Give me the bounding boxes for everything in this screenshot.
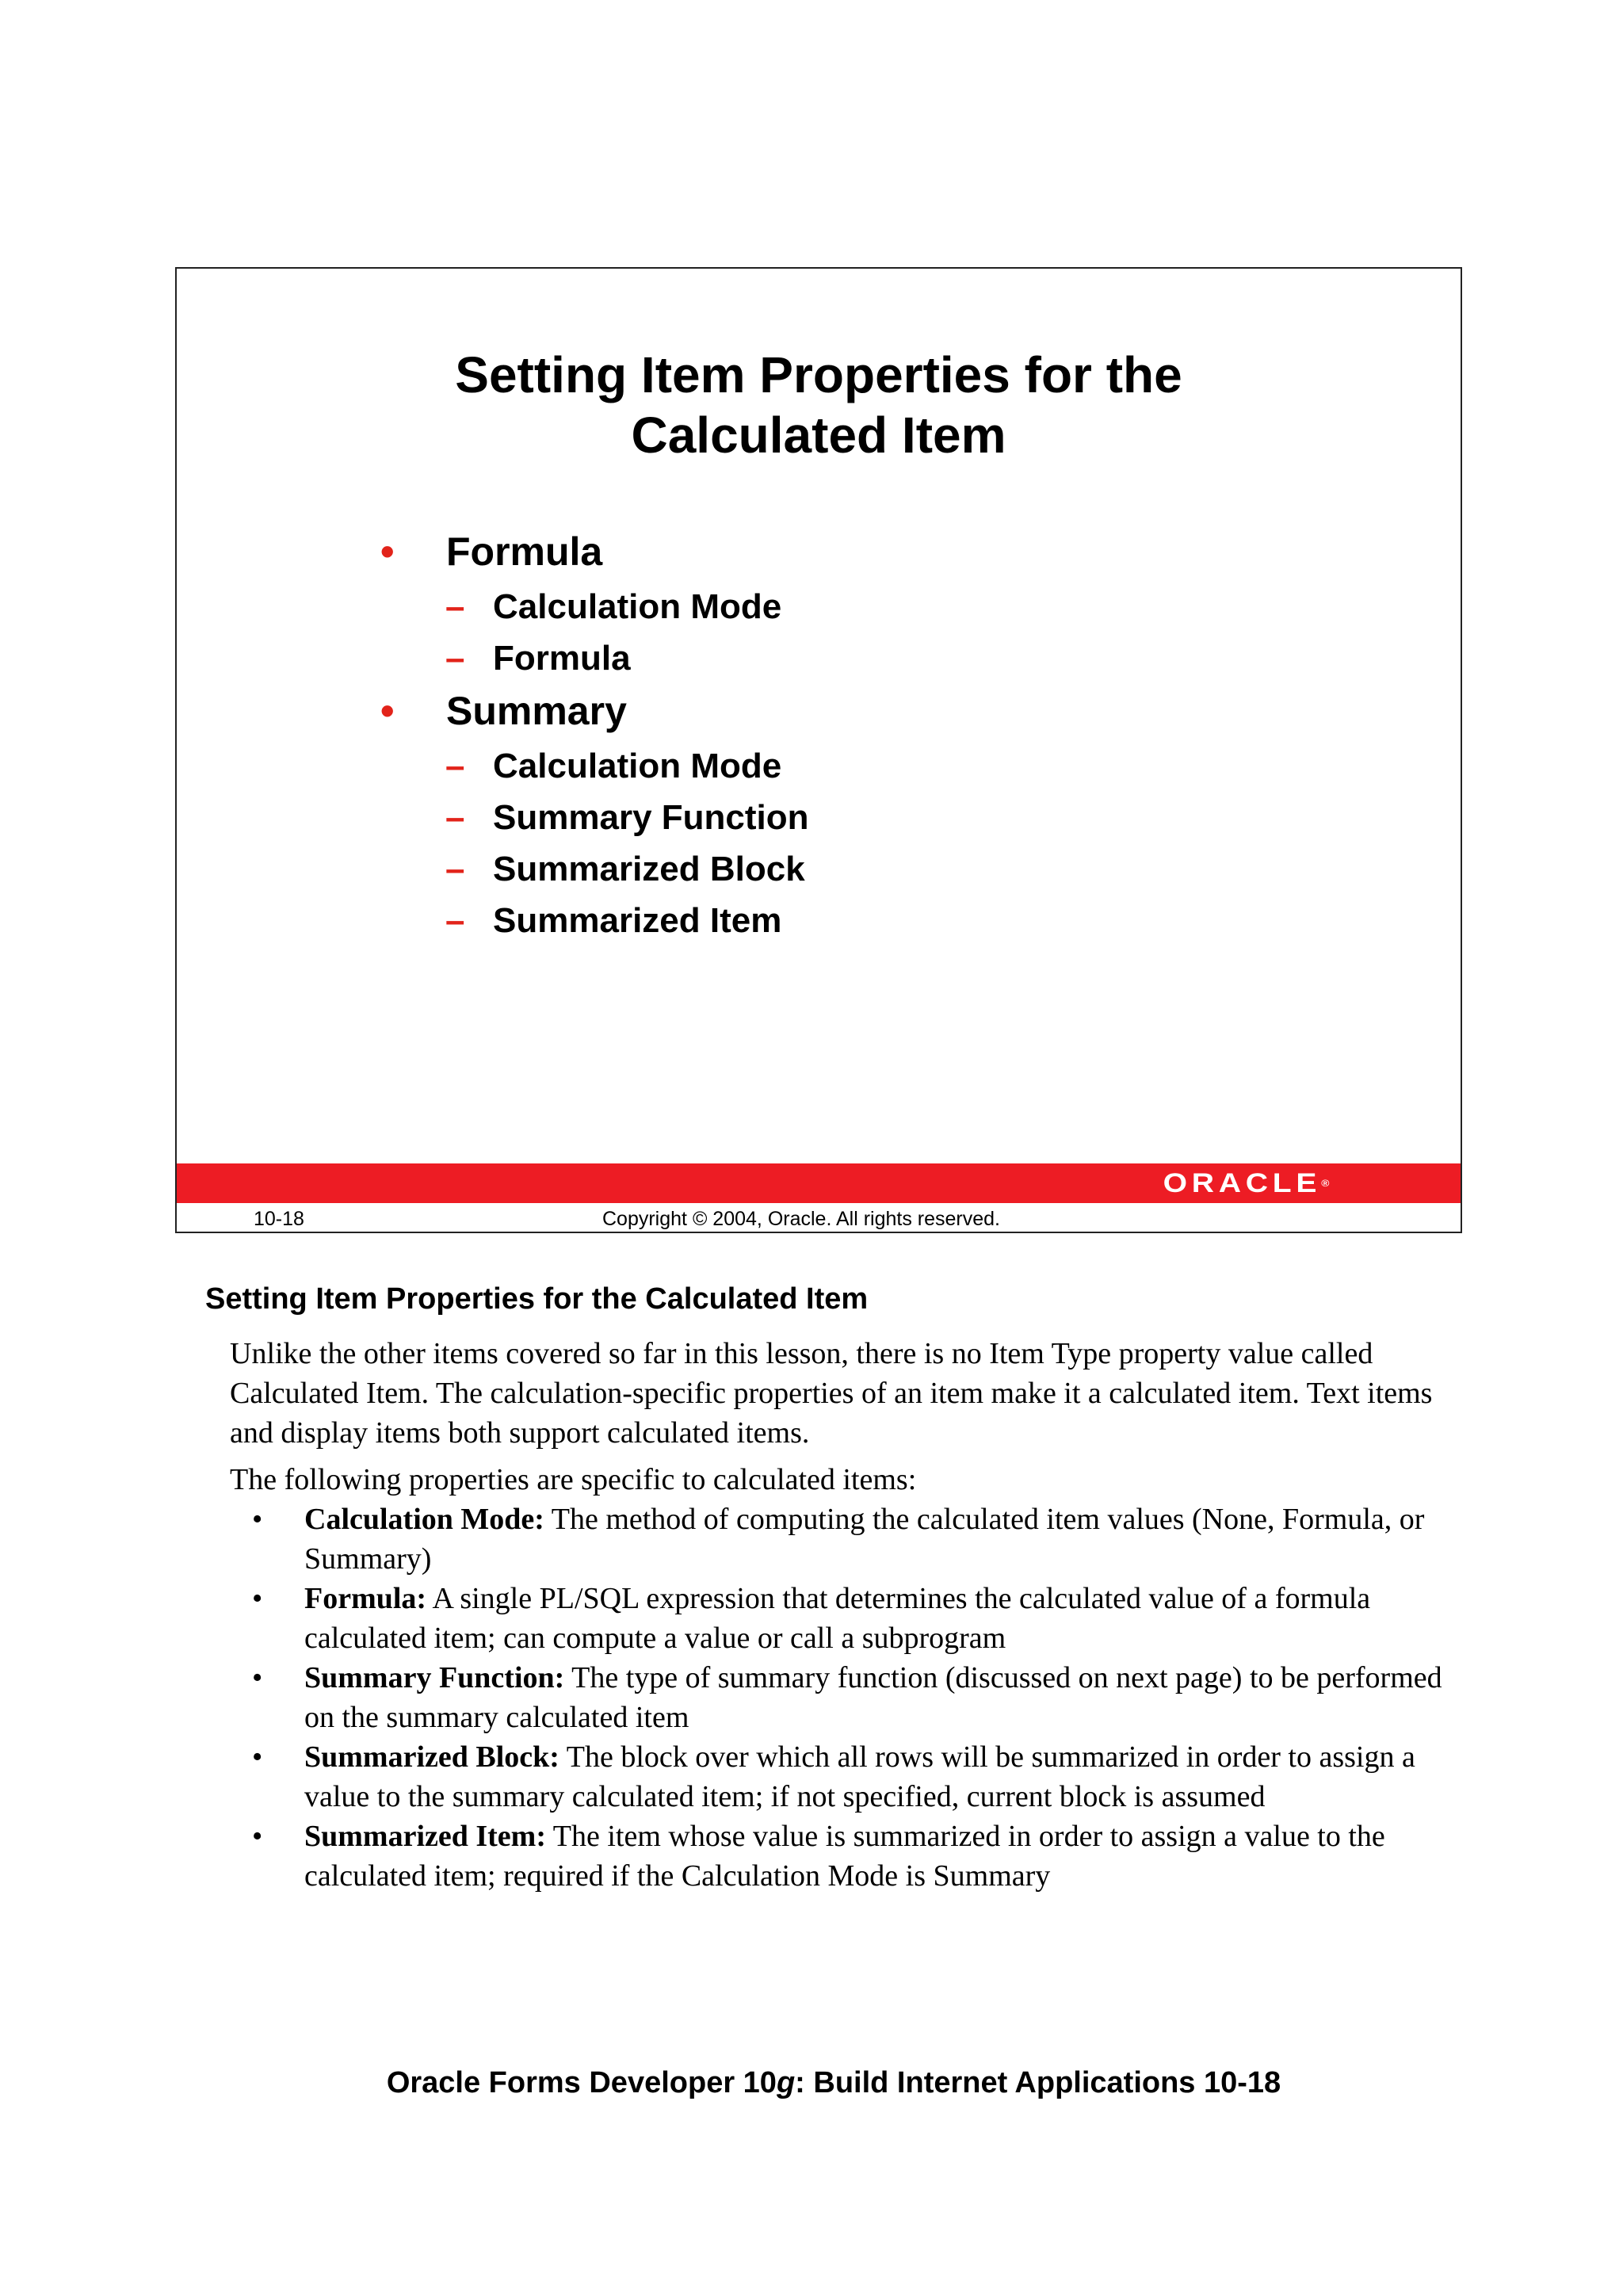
property-desc: The block over which all rows will be summarized in order to assign a value to the summary calculated item; if not specified, current block is assumed [304,1740,1415,1813]
slide-bullets [177,269,1461,1232]
list-item [230,1817,1450,1896]
footer-rest: : Build Internet Applications 10-18 [795,2066,1281,2099]
page-footer [0,2066,1623,2100]
bullet-dot: • [252,1820,263,1853]
list-item [230,1579,1450,1658]
subbullet [445,848,805,891]
bullet-dot: • [252,1661,263,1694]
list-item [230,1658,1450,1737]
subbullet-label: Summarized Item [493,901,782,940]
subbullet [445,797,809,839]
property-term: Calculation Mode: [304,1503,544,1536]
bullet-dot: • [380,689,395,733]
property-desc: The type of summary function (discussed on next page) to be performed on the summary calculated item [304,1661,1442,1734]
property-term: Summary Function: [304,1661,565,1694]
bullet-dot: • [252,1582,263,1615]
notes-property-list [230,1499,1450,1896]
property-desc: The item whose value is summarized in order to assign a value to the calculated item; required if the Calculation Mode is Summary [304,1820,1385,1893]
list-item [230,1737,1450,1817]
subbullet [445,586,781,628]
property-desc: A single PL/SQL expression that determines the calculated value of a formula calculated item; can compute a value or call a subprogram [304,1582,1371,1655]
copyright-notice: Copyright © 2004, Oracle. All rights reserved. [602,1208,1000,1230]
footer-italic-g: g [776,2066,796,2099]
bullet-summary [380,687,627,735]
bullet-dot: • [252,1503,263,1536]
property-term: Formula: [304,1582,427,1615]
dash-mark: – [445,901,465,940]
notes-paragraph-lead: The following properties are specific to calculated items: [230,1463,917,1496]
subbullet-label: Formula [493,639,631,678]
dash-mark: – [445,850,465,888]
property-term: Summarized Block: [304,1740,559,1774]
slide-title-line1: Setting Item Properties for the [455,346,1182,403]
subbullet-label: Calculation Mode [493,747,782,785]
property-desc: The method of computing the calculated item values (None, Formula, or Summary) [304,1503,1425,1576]
slide-title-line2: Calculated Item [631,407,1006,464]
oracle-logo: ORACLE® [1163,1168,1329,1198]
dash-mark: – [445,639,465,678]
bullet-label: Formula [446,529,603,574]
subbullet-label: Summary Function [493,798,809,837]
dash-mark: – [445,798,465,837]
bullet-formula [380,528,602,575]
footer-title: Oracle Forms Developer 10 [386,2066,777,2099]
slide-footer [177,1205,1461,1233]
subbullet-label: Calculation Mode [493,587,782,626]
subbullet [445,900,781,942]
notes-paragraph-intro: Unlike the other items covered so far in this lesson, there is no Item Type property value called Calculated Item. The calculation-specific properties of an item make it a calculated item. Text items and display items both support calculated items. [230,1337,1433,1450]
dash-mark: – [445,587,465,626]
subbullet [445,745,781,788]
slide-page-number: 10-18 [254,1208,304,1230]
subbullet [445,637,631,680]
notes-heading: Setting Item Properties for the Calculated Item [205,1282,869,1316]
dash-mark: – [445,747,465,785]
bullet-dot: • [380,529,395,574]
property-term: Summarized Item: [304,1820,546,1853]
slide [175,267,1462,1233]
oracle-red-bar [177,1163,1461,1203]
list-item [230,1499,1450,1579]
bullet-dot: • [252,1740,263,1774]
subbullet-label: Summarized Block [493,850,805,888]
bullet-label: Summary [446,689,627,733]
